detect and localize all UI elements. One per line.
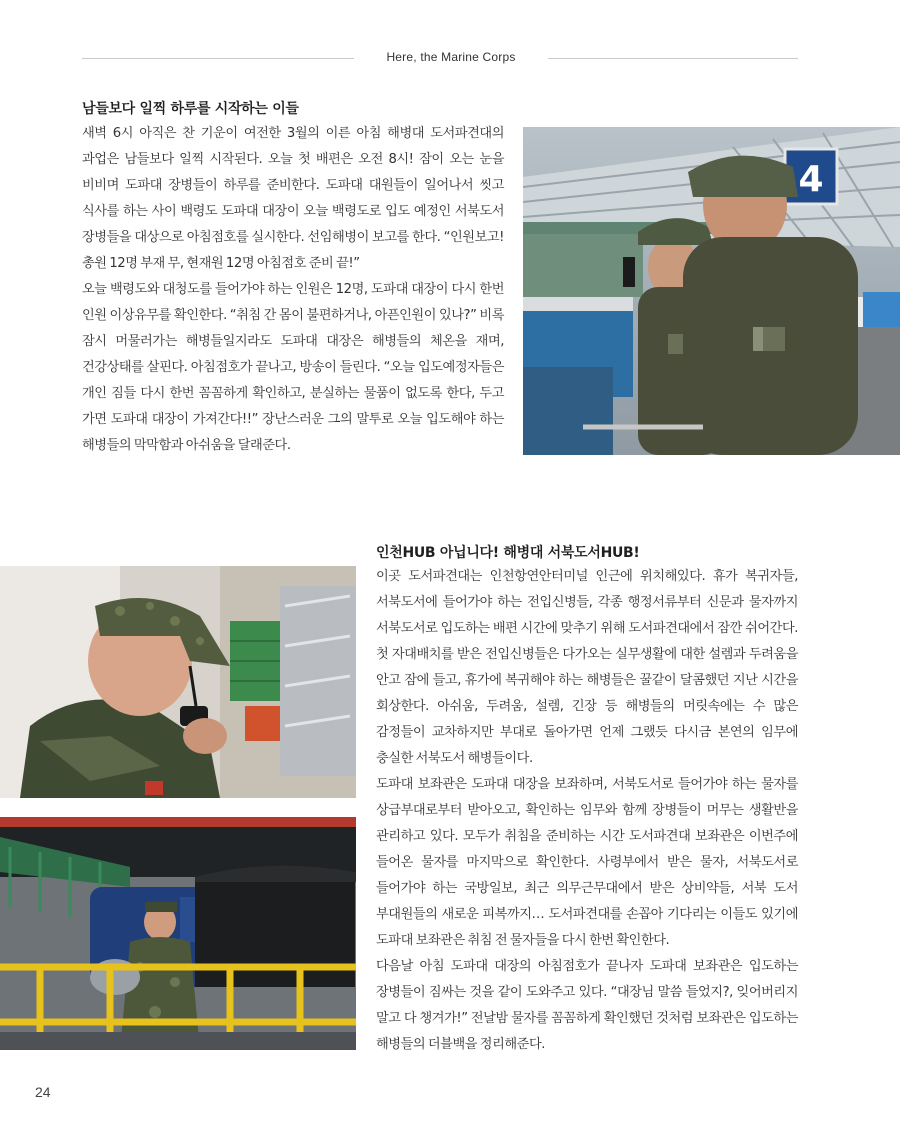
running-title: Here, the Marine Corps: [386, 50, 516, 64]
photo-marines-pier: [523, 127, 900, 455]
section1-paragraph-1: 새벽 6시 아직은 찬 기운이 여전한 3월의 이른 아침 해병대 도서파견대의 과업은 남들보다 일찍 시작된다. 오늘 첫 배편은 오전 8시! 잠이 오는 눈을 비비며 도파대 장병들이 하루를 준비한다. 도파대 대원들이 일어나서 씻고 식사를 하는 사이 백령도 도파대 대장이 오늘 백령도로 입도 예정인 서북도서 장병들을 대상으로 아침점호를 실시한다. 선임해병이 보고를 한다. “인원보고! 총원 12명 부재 무, 현재원 12명 아침점호 준비 끝!”: [82, 126, 504, 271]
header-rule-left: [82, 58, 354, 59]
photo-marine-radio: [0, 566, 356, 798]
section1-paragraph-2: 오늘 백령도와 대청도를 들어가야 하는 인원은 12명, 도파대 대장이 다시 한번 인원 이상유무를 확인한다. “취침 간 몸이 불편하거나, 아픈인원이 있나?” 비록 잠시 머물러가는 해병들일지라도 도파대 대장은 해병들의 체온을 재며, 건강상태를 살핀다. 아침점호가 끝나고, 방송이 들린다. “오늘 입도예정자들은 개인 짐들 다시 한번 꼼꼼하게 확인하고, 분실하는 물품이 없도록 한다, 두고 가면 도파대 대장이 가져간다!!” 장난스러운 그의 말투로 오늘 입도해야 하는 해병들의 막막함과 아쉬움을 달래준다.: [82, 282, 504, 453]
section2-paragraph-1: 이곳 도서파견대는 인천항연안터미널 인근에 위치해있다. 휴가 복귀자들, 서북도서에 들어가야 하는 전입신병들, 각종 행정서류부터 신문과 물자까지 서북도서로 입도하는 배편 시간에 맞추기 위해 도서파견대에서 잠깐 쉬어간다. 첫 자대배치를 받은 전입신병들은 다가오는 실무생활에 대한 설렘과 두려움을 안고 잠에 들고, 휴가에 복귀해야 하는 해병들은 꿀같이 달콤했던 지난 시간을 회상한다. 아쉬움, 두려움, 설렘, 긴장 등 해병들의 머릿속에는 수 많은 감정들이 교차하지만 부대로 돌아가면 언제 그랬듯 다시금 본연의 임무에 충실한 서북도서 해병들이다.: [376, 569, 798, 766]
section2-paragraph-2: 도파대 보좌관은 도파대 대장을 보좌하며, 서북도서로 들어가야 하는 물자를 상급부대로부터 받아오고, 확인하는 임무와 함께 장병들이 머무는 생활반을 관리하고 있다. 모두가 취침을 준비하는 시간 도서파견대 보좌관은 이번주에 들어온 물자를 마지막으로 확인한다. 사령부에서 받은 물자, 서북도서로 들어가야 하는 국방일보, 최근 의무근무대에서 받은 상비약들, 서북 도서 부대원들의 새로운 피복까지… 도서파견대를 손꼽아 기다리는 이들도 있기에 도파대 보좌관은 취침 전 물자들을 다시 한번 확인한다.: [376, 777, 798, 948]
section2-paragraph-3: 다음날 아침 도파대 대장의 아침점호가 끝나자 도파대 보좌관은 입도하는 장병들이 짐싸는 것을 같이 도와주고 있다. “대장님 말씀 들었지?, 잊어버리지 말고 다 챙겨가!” 전날밤 물자를 꼼꼼하게 확인했던 것처럼 보좌관은 입도하는 해병들의 더블백을 정리해준다.: [376, 959, 798, 1052]
pier-sign-number: 4: [798, 159, 824, 200]
page-number: 24: [35, 1084, 51, 1100]
section-title-2: 인천HUB 아닙니다! 해병대 서북도서HUB!: [376, 545, 640, 561]
header-rule-right: [548, 58, 798, 59]
photo-marine-truck: [0, 817, 356, 1050]
section-title-1: 남들보다 일찍 하루를 시작하는 이들: [82, 101, 299, 117]
